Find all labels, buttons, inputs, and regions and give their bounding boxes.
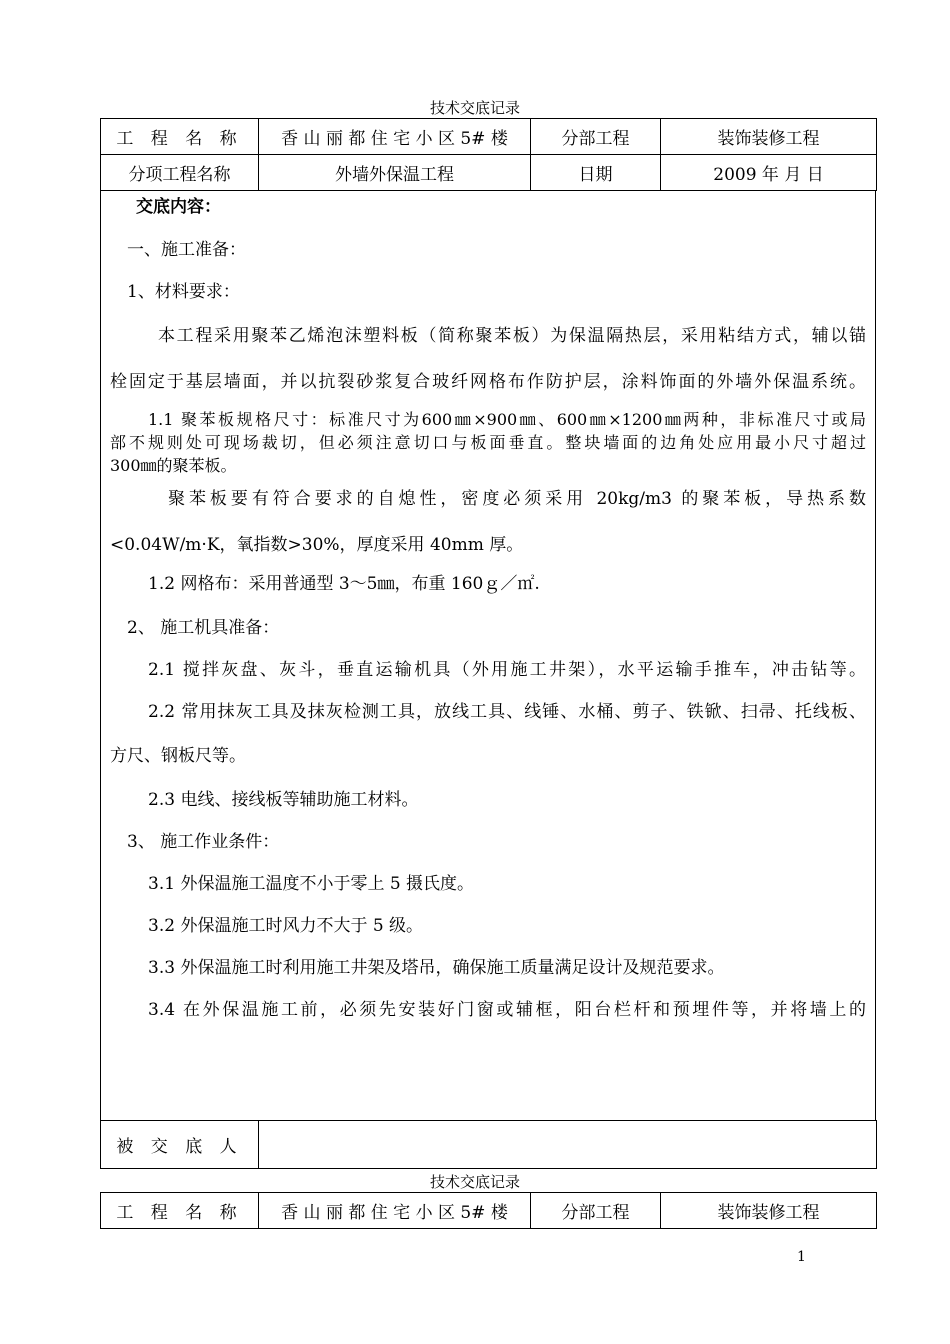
paragraph-line: 2.1 搅拌灰盘、灰斗，垂直运输机具（外用施工井架），水平运输手推车，冲击钻等。	[148, 660, 866, 680]
paragraph-line: 栓固定于基层墙面，并以抗裂砂浆复合玻纤网格布作防护层，涂料饰面的外墙外保温系统。	[110, 372, 866, 392]
paragraph-line: 2.2 常用抹灰工具及抹灰检测工具，放线工具、线锤、水桶、剪子、铁锨、扫帚、托线板、	[148, 702, 866, 722]
paragraph-line: 2.3 电线、接线板等辅助施工材料。	[148, 790, 419, 810]
paragraph-line: 方尺、钢板尺等。	[110, 746, 246, 766]
header-table-repeat	[100, 1192, 877, 1229]
page-number: 1	[797, 1249, 806, 1265]
paragraph-line: 3.1 外保温施工温度不小于零上 5 摄氏度。	[148, 874, 475, 894]
paragraph-line: 聚苯板要有符合要求的自熄性，密度必须采用 20kg/m3 的聚苯板，导热系数	[168, 489, 866, 509]
division-label: 分部工程	[531, 119, 661, 155]
paragraph-line: 300㎜的聚苯板。	[110, 456, 237, 475]
project-name-value: 香 山 丽 都 住 宅 小 区 5# 楼	[259, 1193, 531, 1229]
paragraph-line: 部不规则处可现场裁切，但必须注意切口与板面垂直。整块墙面的边角处应用最小尺寸超过	[110, 433, 866, 452]
receiver-table	[100, 1120, 877, 1169]
section-2-heading: 2、 施工机具准备：	[127, 618, 280, 638]
paragraph-line: 3.2 外保温施工时风力不大于 5 级。	[148, 916, 424, 936]
project-name-label: 工 程 名 称	[101, 119, 259, 155]
project-name-value: 香 山 丽 都 住 宅 小 区 5# 楼	[259, 119, 531, 155]
paragraph-line: 1.1 聚苯板规格尺寸：标准尺寸为600㎜×900㎜、600㎜×1200㎜两种，非标准尺寸或局	[148, 410, 866, 429]
record-title-repeat: 技术交底记录	[429, 1173, 520, 1191]
receiver-label: 被 交 底 人	[101, 1121, 259, 1169]
header-table	[100, 118, 877, 191]
division-value: 装饰装修工程	[661, 1193, 877, 1229]
paragraph-line: 本工程采用聚苯乙烯泡沫塑料板（简称聚苯板）为保温隔热层，采用粘结方式，辅以锚	[158, 326, 866, 346]
date-value: 2009 年 月 日	[661, 155, 877, 191]
paragraph-line: 1.2 网格布：采用普通型 3～5㎜，布重 160ｇ／㎡.	[148, 574, 540, 594]
subitem-value: 外墙外保温工程	[259, 155, 531, 191]
paragraph-line: 3.4 在外保温施工前，必须先安装好门窗或辅框，阳台栏杆和预埋件等，并将墙上的	[148, 1000, 866, 1020]
section-1-heading: 一、施工准备：	[127, 240, 246, 260]
division-value: 装饰装修工程	[661, 119, 877, 155]
project-name-label: 工 程 名 称	[101, 1193, 259, 1229]
record-title: 技术交底记录	[429, 99, 520, 117]
section-1-1-heading: 1、材料要求：	[127, 282, 240, 302]
paragraph-line: 3.3 外保温施工时利用施工井架及塔吊，确保施工质量满足设计及规范要求。	[148, 958, 725, 978]
subitem-label: 分项工程名称	[101, 155, 259, 191]
receiver-value	[259, 1121, 877, 1169]
paragraph-line: <0.04W/m·K，氧指数>30%，厚度采用 40mm 厚。	[110, 535, 524, 555]
content-heading: 交底内容：	[136, 197, 221, 217]
section-3-heading: 3、 施工作业条件：	[127, 832, 280, 852]
division-label: 分部工程	[531, 1193, 661, 1229]
date-label: 日期	[531, 155, 661, 191]
